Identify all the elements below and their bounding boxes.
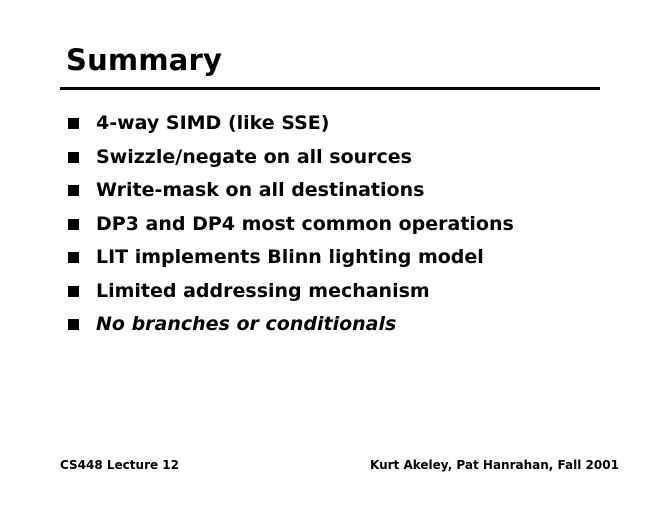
square-bullet-icon xyxy=(68,118,79,129)
title-underline xyxy=(60,87,600,90)
bullet-text: No branches or conditionals xyxy=(96,313,397,335)
bullet-text: Write-mask on all destinations xyxy=(96,179,425,201)
square-bullet-icon xyxy=(68,319,79,330)
bullet-text: Swizzle/negate on all sources xyxy=(96,145,412,168)
footer-course-label: CS448 Lecture 12 xyxy=(60,458,180,472)
square-bullet-icon xyxy=(68,219,79,230)
slide-title: Summary xyxy=(66,43,223,77)
bullet-text: LIT implements Blinn lighting model xyxy=(96,246,484,268)
square-bullet-icon xyxy=(68,286,79,297)
square-bullet-icon xyxy=(68,185,79,196)
bullet-text: 4-way SIMD (like SSE) xyxy=(96,112,330,134)
footer-authors: Kurt Akeley, Pat Hanrahan, Fall 2001 xyxy=(370,458,619,472)
square-bullet-icon xyxy=(68,252,79,263)
bullet-text: Limited addressing mechanism xyxy=(96,279,430,302)
square-bullet-icon xyxy=(68,152,79,163)
bullet-text: DP3 and DP4 most common operations xyxy=(96,212,514,235)
